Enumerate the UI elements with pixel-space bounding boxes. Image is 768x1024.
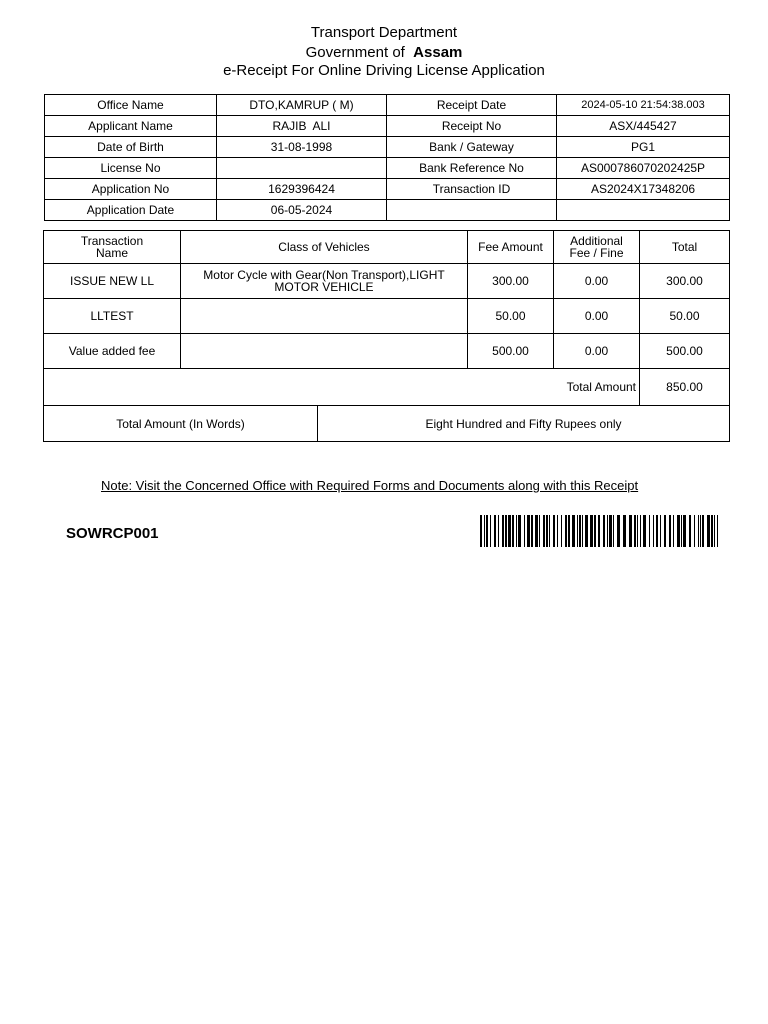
table-row bbox=[44, 334, 730, 369]
barcode-bar bbox=[572, 515, 575, 547]
barcode-bar bbox=[518, 515, 521, 547]
office-name-label: Office Name bbox=[45, 95, 217, 116]
row-total: 300.00 bbox=[640, 264, 730, 299]
barcode-bar bbox=[480, 515, 482, 547]
row-total: 500.00 bbox=[640, 334, 730, 369]
barcode-bar bbox=[613, 515, 614, 547]
department-title: Transport Department bbox=[310, 24, 458, 41]
barcode-bar bbox=[516, 515, 517, 547]
application-no-label: Application No bbox=[45, 179, 217, 200]
receipt-no-value: ASX/445427 bbox=[557, 116, 730, 137]
barcode-bar bbox=[603, 515, 605, 547]
barcode-bar bbox=[498, 515, 499, 547]
bank-gateway-value: PG1 bbox=[557, 137, 730, 158]
applicant-info-table bbox=[44, 94, 730, 221]
additional-fee: 0.00 bbox=[554, 299, 640, 334]
barcode-bar bbox=[490, 515, 491, 547]
class-of-vehicles bbox=[181, 334, 468, 369]
transaction-name: Value added fee bbox=[44, 334, 181, 369]
barcode bbox=[480, 515, 720, 547]
dob-label: Date of Birth bbox=[45, 137, 217, 158]
government-line bbox=[0, 44, 768, 62]
bank-ref-value: AS000786070202425P bbox=[557, 158, 730, 179]
bank-gateway-label: Bank / Gateway bbox=[387, 137, 557, 158]
barcode-bar bbox=[508, 515, 511, 547]
transaction-name: LLTEST bbox=[44, 299, 181, 334]
barcode-bar bbox=[565, 515, 567, 547]
additional-fee: 0.00 bbox=[554, 334, 640, 369]
barcode-bar bbox=[553, 515, 555, 547]
applicant-name-label: Applicant Name bbox=[45, 116, 217, 137]
barcode-bar bbox=[629, 515, 632, 547]
barcode-bar bbox=[568, 515, 570, 547]
barcode-bar bbox=[653, 515, 654, 547]
application-date-value: 06-05-2024 bbox=[217, 200, 387, 221]
barcode-bar bbox=[585, 515, 588, 547]
total-amount-value: 850.00 bbox=[640, 369, 730, 406]
table-row bbox=[45, 179, 730, 200]
transaction-name: ISSUE NEW LL bbox=[44, 264, 181, 299]
barcode-bar bbox=[694, 515, 695, 547]
barcode-bar bbox=[673, 515, 674, 547]
amount-in-words-table bbox=[43, 405, 730, 442]
header-class-of-vehicles: Class of Vehicles bbox=[181, 231, 468, 264]
table-row bbox=[45, 137, 730, 158]
barcode-bar bbox=[505, 515, 507, 547]
barcode-bar bbox=[649, 515, 650, 547]
fee-header-row bbox=[44, 231, 730, 264]
amount-in-words-value: Eight Hundred and Fifty Rupees only bbox=[318, 406, 730, 442]
bank-ref-label: Bank Reference No bbox=[387, 158, 557, 179]
class-of-vehicles bbox=[181, 299, 468, 334]
barcode-bar bbox=[557, 515, 558, 547]
total-amount-label: Total Amount bbox=[44, 369, 640, 406]
barcode-bar bbox=[484, 515, 485, 547]
transaction-id-value: AS2024X17348206 bbox=[557, 179, 730, 200]
table-row bbox=[44, 299, 730, 334]
barcode-bar bbox=[590, 515, 593, 547]
table-row bbox=[45, 200, 730, 221]
license-no-value bbox=[217, 158, 387, 179]
barcode-bar bbox=[543, 515, 545, 547]
barcode-bar bbox=[577, 515, 578, 547]
table-row bbox=[44, 264, 730, 299]
barcode-bar bbox=[637, 515, 638, 547]
empty-cell bbox=[387, 200, 557, 221]
barcode-bar bbox=[598, 515, 600, 547]
transaction-id-label: Transaction ID bbox=[387, 179, 557, 200]
license-no-label: License No bbox=[45, 158, 217, 179]
applicant-name-value: RAJIB ALI bbox=[217, 116, 387, 137]
empty-cell bbox=[557, 200, 730, 221]
barcode-bar bbox=[594, 515, 596, 547]
application-date-label: Application Date bbox=[45, 200, 217, 221]
application-no-value: 1629396424 bbox=[217, 179, 387, 200]
barcode-bar bbox=[579, 515, 581, 547]
barcode-bar bbox=[512, 515, 514, 547]
barcode-bar bbox=[535, 515, 538, 547]
barcode-bar bbox=[702, 515, 704, 547]
fee-amount: 300.00 bbox=[468, 264, 554, 299]
table-row bbox=[45, 95, 730, 116]
barcode-bar bbox=[546, 515, 548, 547]
barcode-bar bbox=[502, 515, 504, 547]
table-row bbox=[44, 406, 730, 442]
class-of-vehicles: Motor Cycle with Gear(Non Transport),LIGHT MOTOR VEHICLE bbox=[181, 264, 468, 299]
table-row bbox=[45, 158, 730, 179]
receipt-date-value: 2024-05-10 21:54:38.003 bbox=[557, 95, 730, 116]
barcode-bar bbox=[582, 515, 583, 547]
form-code: SOWRCP001 bbox=[66, 525, 159, 542]
barcode-bar bbox=[711, 515, 713, 547]
barcode-bar bbox=[524, 515, 525, 547]
barcode-bar bbox=[669, 515, 671, 547]
state-name: Assam bbox=[413, 44, 463, 61]
barcode-bar bbox=[623, 515, 626, 547]
barcode-bar bbox=[531, 515, 533, 547]
receipt-date-label: Receipt Date bbox=[387, 95, 557, 116]
office-name-value: DTO,KAMRUP ( M) bbox=[217, 95, 387, 116]
barcode-bar bbox=[660, 515, 661, 547]
header-additional-fee: Additional Fee / Fine bbox=[554, 231, 640, 264]
fee-amount: 50.00 bbox=[468, 299, 554, 334]
header-total: Total bbox=[640, 231, 730, 264]
barcode-bar bbox=[707, 515, 710, 547]
receipt-title: e-Receipt For Online Driving License Application bbox=[223, 62, 545, 79]
barcode-bar bbox=[656, 515, 658, 547]
barcode-bar bbox=[494, 515, 496, 547]
header-fee-amount: Fee Amount bbox=[468, 231, 554, 264]
barcode-bar bbox=[539, 515, 540, 547]
barcode-bar bbox=[643, 515, 646, 547]
barcode-bar bbox=[717, 515, 718, 547]
barcode-bar bbox=[607, 515, 608, 547]
additional-fee: 0.00 bbox=[554, 264, 640, 299]
row-total: 50.00 bbox=[640, 299, 730, 334]
fee-table bbox=[43, 230, 730, 406]
barcode-bar bbox=[664, 515, 666, 547]
receipt-note: Note: Visit the Concerned Office with Required Forms and Documents along with this Receipt bbox=[101, 478, 639, 493]
header-transaction-name: Transaction Name bbox=[44, 231, 181, 264]
total-amount-row bbox=[44, 369, 730, 406]
barcode-bar bbox=[714, 515, 715, 547]
fee-amount: 500.00 bbox=[468, 334, 554, 369]
dob-value: 31-08-1998 bbox=[217, 137, 387, 158]
barcode-bar bbox=[549, 515, 550, 547]
barcode-bar bbox=[561, 515, 562, 547]
barcode-bar bbox=[683, 515, 686, 547]
barcode-bar bbox=[700, 515, 701, 547]
receipt-no-label: Receipt No bbox=[387, 116, 557, 137]
table-row bbox=[45, 116, 730, 137]
amount-in-words-label: Total Amount (In Words) bbox=[44, 406, 318, 442]
barcode-bar bbox=[689, 515, 691, 547]
barcode-bar bbox=[681, 515, 682, 547]
barcode-bar bbox=[698, 515, 699, 547]
government-prefix: Government of bbox=[305, 44, 405, 61]
barcode-bar bbox=[640, 515, 641, 547]
barcode-bar bbox=[527, 515, 530, 547]
barcode-bar bbox=[634, 515, 636, 547]
barcode-bar bbox=[609, 515, 612, 547]
barcode-bar bbox=[486, 515, 488, 547]
barcode-bar bbox=[677, 515, 680, 547]
barcode-bar bbox=[617, 515, 620, 547]
